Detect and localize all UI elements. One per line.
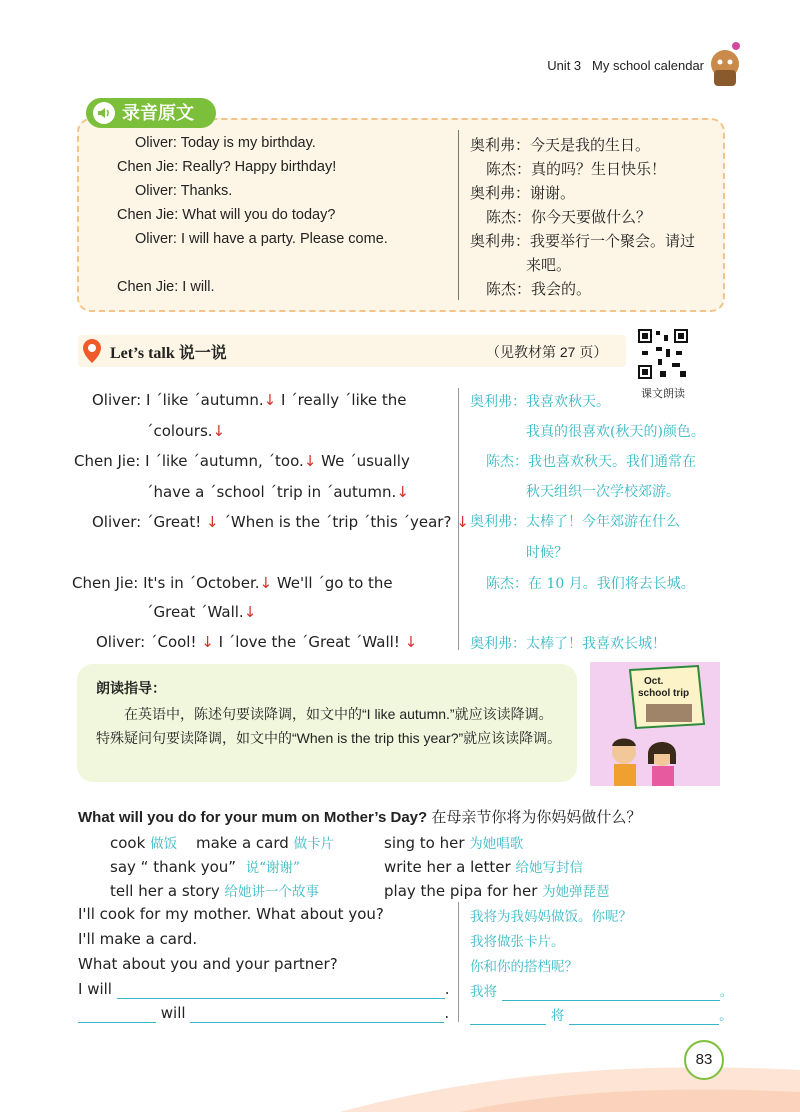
sentence-zh: 你和你的搭档呢？: [470, 959, 578, 975]
rec-line-zh: 奥利弗：今天是我的生日。: [470, 137, 651, 154]
poster-label-oct: Oct.: [644, 676, 664, 687]
recording-title-badge: [86, 98, 216, 128]
page-header: [547, 58, 704, 73]
rec-line-zh: 陈杰：我会的。: [486, 281, 592, 298]
dialogue-line: ˊhave a ˊschool ˊtrip in ˊautumn.↓: [146, 483, 409, 501]
rec-line-zh: 陈杰：真的吗？生日快乐！: [486, 161, 667, 178]
sentence-zh: 我将为我妈妈做饭。你呢？: [470, 909, 632, 925]
talk-textbook-ref: （见教材第 27 页）: [486, 344, 608, 360]
phrase-item: make a card 做卡片: [196, 834, 335, 852]
dialogue-line: Oliver: I ˊlike ˊautumn.↓ I ˊreally ˊlike the: [92, 391, 407, 409]
phrase-item: play the pipa for her 为她弹琵琶: [384, 882, 610, 900]
dialogue-line: Oliver: ˊGreat! ↓ ˊWhen is the ˊtrip ˊthis ˊyear? ↓: [92, 513, 469, 531]
sentence-zh-blank: 将 。: [470, 1004, 733, 1025]
talk-title: Let’s talk 说一说: [110, 345, 227, 362]
sentence-en: I'll cook for my mother. What about you?: [78, 905, 384, 923]
rec-line-zh: 陈杰：你今天要做什么？: [486, 209, 652, 226]
phrase-item: sing to her 为她唱歌: [384, 834, 524, 852]
recording-divider: [458, 130, 459, 300]
dialogue-line-zh: 奥利弗：太棒了！我喜欢长城！: [470, 636, 666, 652]
rec-line: Chen Jie: Really? Happy birthday!: [117, 159, 337, 175]
location-pin-icon: [82, 338, 102, 364]
rec-line: Chen Jie: What will you do today?: [117, 207, 336, 223]
sentence-en: I'll make a card.: [78, 930, 198, 948]
phrase-item: write her a letter 给她写封信: [384, 858, 583, 876]
mascot-icon: [708, 40, 742, 90]
unit-label: Unit 3: [547, 58, 582, 73]
phrase-item: tell her a story 给她讲一个故事: [110, 882, 320, 900]
dialogue-line-zh: 陈杰：在 10 月。我们将去长城。: [486, 576, 695, 592]
phrase-item: cook 做饭: [110, 834, 178, 852]
rec-line-zh: 奥利弗：我要举行一个聚会。请过: [470, 233, 696, 250]
phrase-item: say “ thank you” 说“谢谢”: [110, 858, 300, 876]
dialogue-line: ˊcolours.↓: [146, 422, 226, 440]
rec-line: Oliver: Today is my birthday.: [135, 135, 316, 151]
sentence-en-blank: will .: [78, 1004, 449, 1023]
dialogue-line: ˊGreat ˊWall.↓: [146, 603, 257, 621]
sentence-en-blank: I will .: [78, 980, 450, 998]
mothers-day-divider: [458, 902, 459, 1022]
dialogue-line-zh: 秋天组织一次学校郊游。: [526, 484, 680, 500]
dialogue-line-zh: 时候？: [526, 545, 568, 561]
rec-line-zh: 奥利弗：谢谢。: [470, 185, 576, 202]
dialogue-line-zh: 陈杰：我也喜欢秋天。我们通常在: [486, 454, 696, 470]
rec-line: Chen Jie: I will.: [117, 279, 215, 295]
dialogue-line: Chen Jie: I ˊlike ˊautumn, ˊtoo.↓ We ˊusually: [74, 452, 410, 470]
answer-blank-zh[interactable]: [502, 982, 720, 1001]
answer-blank-zh[interactable]: [569, 1006, 719, 1025]
question-en: What will you do for your mum on Mother’s Day?: [78, 809, 428, 826]
school-trip-illustration: [590, 662, 720, 786]
question-zh: 在母亲节你将为你妈妈做什么？: [431, 809, 642, 826]
page-corner-decoration: [340, 1040, 800, 1112]
recording-title: 录音原文: [122, 103, 194, 123]
dialogue-divider: [458, 388, 459, 650]
dialogue-line-zh: 奥利弗：我喜欢秋天。: [470, 394, 610, 410]
unit-title: My school calendar: [592, 58, 704, 73]
qr-code-icon[interactable]: [636, 327, 690, 381]
dialogue-line: Oliver: ˊCool! ↓ I ˊlove the ˊGreat ˊWall! ↓: [96, 633, 418, 651]
qr-label: 课文朗读: [641, 388, 685, 400]
rec-line: Oliver: I will have a party. Please come.: [135, 231, 388, 247]
mothers-day-question: [78, 806, 641, 827]
speaker-icon: [92, 101, 116, 125]
reading-guide-text: 在英语中，陈述句要读降调，如文中的“I like autumn.”就应该读降调。特殊疑问句要读降调，如文中的“When is the trip this year?”就应该读降调。: [96, 706, 562, 746]
answer-blank[interactable]: [190, 1004, 444, 1023]
answer-blank[interactable]: [117, 980, 445, 999]
dialogue-line: Chen Jie: It's in ˊOctober.↓ We'll ˊgo to the: [72, 574, 393, 592]
reading-guide-title: 朗读指导：: [96, 680, 166, 696]
rec-line-zh: 来吧。: [526, 257, 572, 274]
answer-blank-zh[interactable]: [470, 1006, 546, 1025]
dialogue-line-zh: 奥利弗：太棒了！今年郊游在什么: [470, 514, 680, 530]
sentence-zh-blank: 我将 。: [470, 984, 734, 1000]
dialogue-line-zh: 我真的很喜欢(秋天的)颜色。: [526, 424, 705, 440]
page-number: 83: [684, 1040, 724, 1080]
rec-line: Oliver: Thanks.: [135, 183, 233, 199]
sentence-en: What about you and your partner?: [78, 955, 338, 973]
poster-label-trip: school trip: [638, 688, 690, 699]
answer-blank[interactable]: [78, 1004, 156, 1023]
sentence-zh: 我将做张卡片。: [470, 934, 565, 950]
